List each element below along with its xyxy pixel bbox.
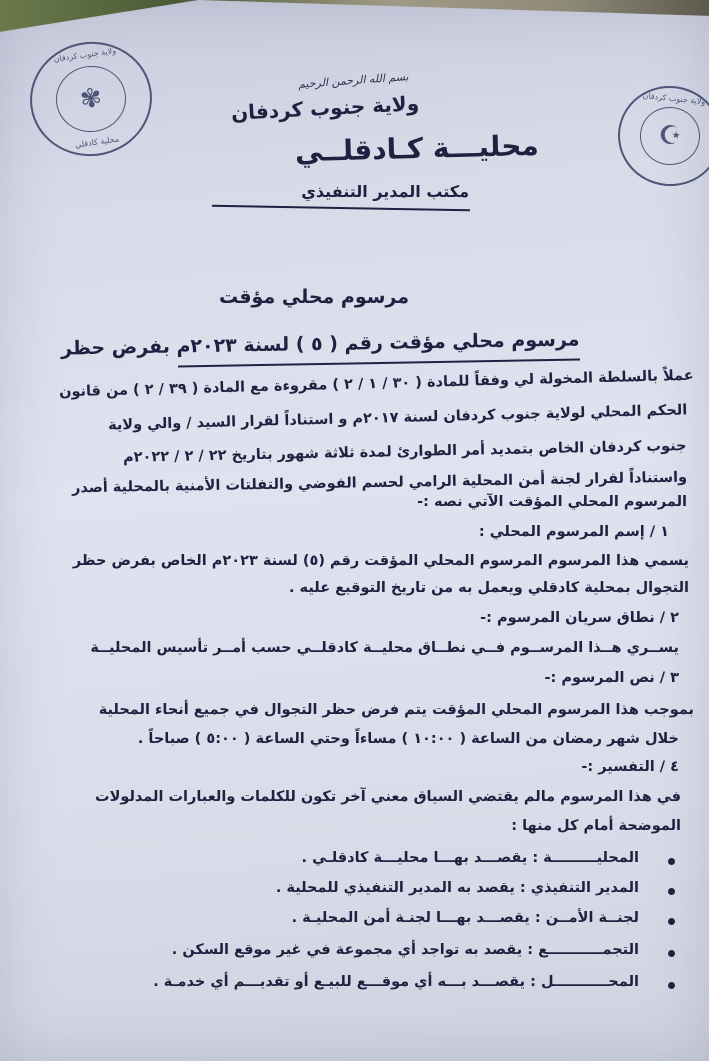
section-2-heading: ٢ / نطاق سريان المرسوم :- <box>480 610 679 626</box>
office-name: مكتب المدير التنفيذي <box>301 182 469 201</box>
subtitle-underline <box>178 358 580 367</box>
decree-subtitle: مرسوم محلي مؤقت رقم ( ٥ ) لسنة ٢٠٢٣م بفرض حظر <box>60 328 580 360</box>
header-rule <box>212 205 470 212</box>
definition-item: المدير التنفيذي : يقصد به المدير التنفيذي للمحلية . <box>275 880 639 896</box>
preamble-line: الحكم المحلي لولاية جنوب كردفان لسنة ٢٠١٧م و استناداً لقرار السيد / والي ولاية <box>107 402 688 434</box>
preamble-line: واستناداً لقرار لجنة أمن المحلية الرامي لحسم الفوضي والتفلتات الأمنية بالمحلية أصدر <box>71 469 688 497</box>
seal-left-stamp <box>23 34 160 164</box>
section-2-line: يســري هــذا المرســوم فــي نطــاق محليــة كادقلــي حسب أمــر تأسيس المحليــة <box>90 640 679 656</box>
decree-title: مرسوم محلي مؤقت <box>219 286 409 308</box>
wheat-emblem-icon: ✾ <box>52 62 131 137</box>
bullet-icon <box>668 858 675 865</box>
definition-item: المحليـــــــــة : يقصـــد بهـــا محليـــة كادقلـي . <box>301 850 639 866</box>
section-4-heading: ٤ / التفسير :- <box>581 759 679 775</box>
seal-left-ring-text: ولاية جنوب كردفان <box>52 46 117 64</box>
section-3-heading: ٣ / نص المرسوم :- <box>544 670 679 686</box>
definition-item: التجمـــــــــــع : يقصد به تواجد أي مجموعة في غير موقع السكن . <box>171 942 639 958</box>
preamble-line: جنوب كردفان الخاص بتمديد أمر الطوارئ لمدة ثلاثة شهور بتاريخ ٢٢ / ٢ / ٢٠٢٢م <box>123 438 688 466</box>
preamble-line: المرسوم المحلي المؤقت الآتي نصه :- <box>417 494 687 510</box>
bullet-icon <box>668 982 675 989</box>
definition-item: لجنــة الأمــن : يقصـــد بهـــا لجنـة أمن المحليـة . <box>291 910 639 926</box>
section-4-line: في هذا المرسوم مالم يقتضي السياق معني آخر تكون للكلمات والعبارات المدلولات <box>95 789 681 805</box>
section-3-line: خلال شهر رمضان من الساعة ( ١٠:٠٠ ) مساءاً وحتي الساعة ( ٥:٠٠ ) صباحاً . <box>137 731 679 747</box>
section-4-line: الموضحة أمام كل منها : <box>511 818 681 834</box>
section-1-line: يسمي هذا المرسوم المرسوم المحلي المؤقت رقم (٥) لسنة ٢٠٢٣م الخاص بفرض حظر <box>72 553 689 569</box>
locality-name: محليـــة كـادقلــي <box>294 128 540 169</box>
seal-right-stamp <box>613 81 709 191</box>
state-name: ولاية جنوب كردفان <box>230 91 420 125</box>
seal-left-ring-text-bottom: محلية كادقلي <box>74 134 120 150</box>
emblem-icon: ☪ <box>637 104 703 168</box>
bullet-icon <box>668 918 675 925</box>
definition-item: المحـــــــــــل : يقصـــد بـــه أي موقـــع للبيـع أو تقديـــم أي خدمـة . <box>153 974 639 990</box>
seal-right-ring-text: ولاية جنوب كردفان <box>642 90 706 107</box>
section-1-line: التجوال بمحلية كادقلي ويعمل به من تاريخ التوقيع عليه . <box>289 580 689 596</box>
section-3-line: بموجب هذا المرسوم المحلي المؤقت يتم فرض حظر التجوال في جميع أنحاء المحلية <box>98 702 694 718</box>
basmala: بسم الله الرحمن الرحيم <box>298 70 410 91</box>
bullet-icon <box>668 888 675 895</box>
section-1-heading: ١ / إسم المرسوم المحلي : <box>478 524 669 540</box>
preamble-line: عملاً بالسلطة المخولة لي وفقاً للمادة ( ٣٠ / ١ / ٢ ) مقروءة مع المادة ( ٣٩ / ٢ ) من قانون <box>59 367 695 401</box>
bullet-icon <box>668 950 675 957</box>
